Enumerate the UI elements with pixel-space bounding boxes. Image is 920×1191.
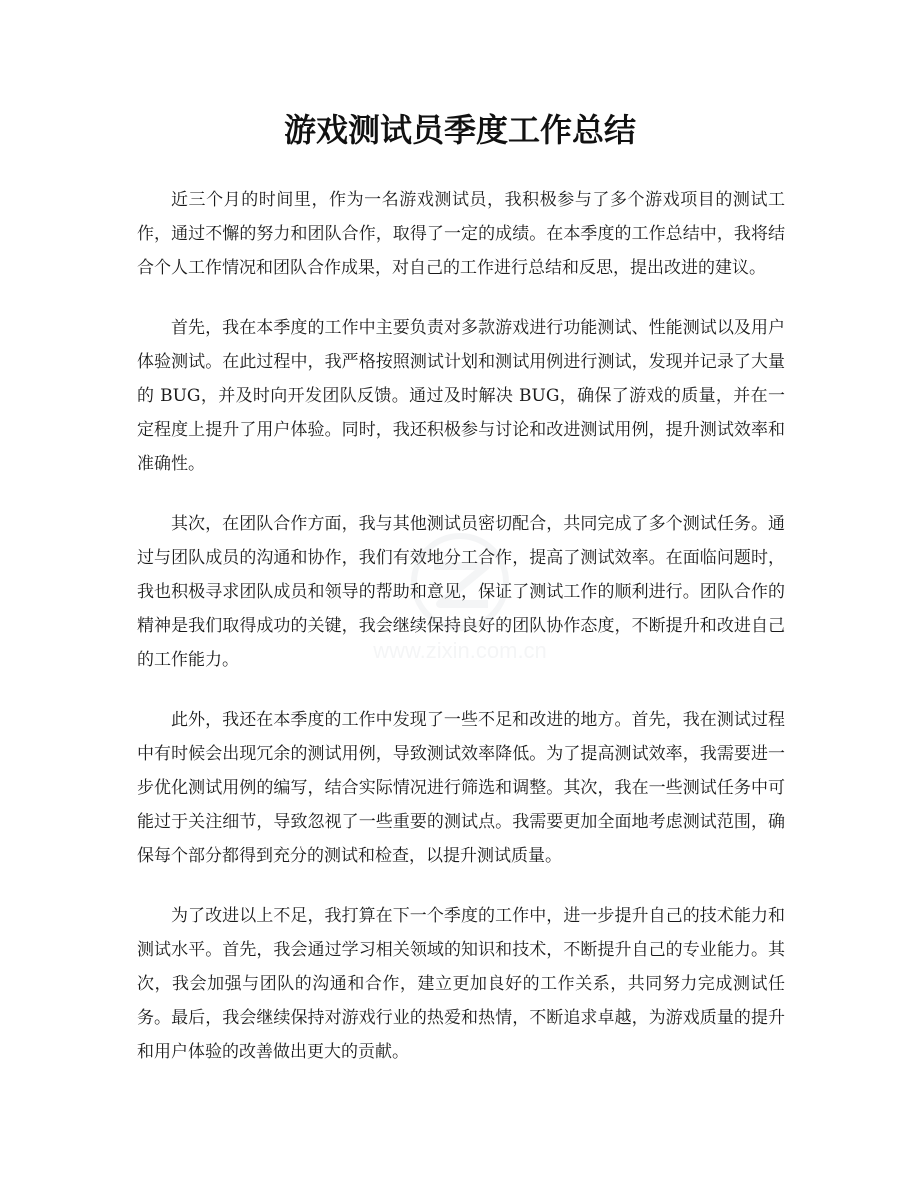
document-body: [137, 183, 785, 1095]
document-title: 游戏测试员季度工作总结: [283, 111, 636, 149]
paragraph-1: 近三个月的时间里，作为一名游戏测试员，我积极参与了多个游戏项目的测试工作，通过不懈的努力和团队合作，取得了一定的成绩。在本季度的工作总结中，我将结合个人工作情况和团队合作成果，对自己的工作进行总结和反思，提出改进的建议。: [137, 190, 785, 278]
paragraph-4: 此外，我还在本季度的工作中发现了一些不足和改进的地方。首先，我在测试过程中有时候会出现冗余的测试用例，导致测试效率降低。为了提高测试效率，我需要进一步优化测试用例的编写，结合实际情况进行筛选和调整。其次，我在一些测试任务中可能过于关注细节，导致忽视了一些重要的测试点。我需要更加全面地考虑测试范围，确保每个部分都得到充分的测试和检查，以提升测试质量。: [137, 710, 785, 866]
paragraph-3: 其次，在团队合作方面，我与其他测试员密切配合，共同完成了多个测试任务。通过与团队成员的沟通和协作，我们有效地分工合作，提高了测试效率。在面临问题时，我也积极寻求团队成员和领导的帮助和意见，保证了测试工作的顺利进行。团队合作的精神是我们取得成功的关键，我会继续保持良好的团队协作态度，不断提升和改进自己的工作能力。: [137, 514, 785, 670]
paragraph-2: 首先，我在本季度的工作中主要负责对多款游戏进行功能测试、性能测试以及用户体验测试。在此过程中，我严格按照测试计划和测试用例进行测试，发现并记录了大量的 BUG，并及时向开发团队反馈。通过及时解决 BUG，确保了游戏的质量，并在一定程度上提升了用户体验。同时，我还积极参与讨论和改进测试用例，提升测试效率和准确性。: [137, 318, 785, 474]
paragraph-5: 为了改进以上不足，我打算在下一个季度的工作中，进一步提升自己的技术能力和测试水平。首先，我会通过学习相关领域的知识和技术，不断提升自己的专业能力。其次，我会加强与团队的沟通和合作，建立更加良好的工作关系，共同努力完成测试任务。最后，我会继续保持对游戏行业的热爱和热情，不断追求卓越，为游戏质量的提升和用户体验的改善做出更大的贡献。: [137, 906, 785, 1062]
watermark-text: www.zixin.com.cn: [373, 638, 547, 663]
